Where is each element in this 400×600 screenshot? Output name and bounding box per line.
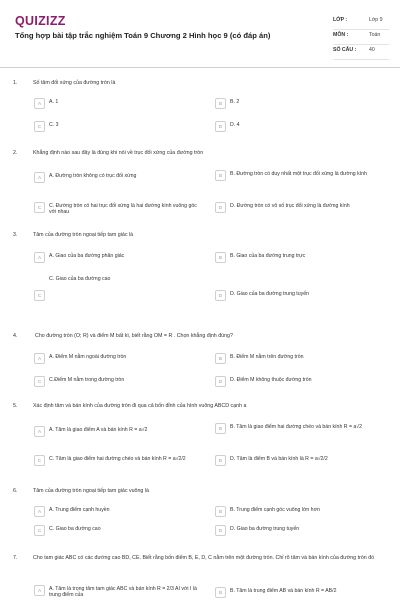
meta-row-question-count [333,45,389,60]
meta-value: 40 [369,47,375,53]
option-text: B. Giao của ba đường trung trực [230,253,306,259]
option-letter: B [215,353,226,364]
question-text: Cho đường tròn (O; R) và điểm M bất kì, biết rằng OM = R . Chọn khẳng định đúng? [35,333,233,339]
option-text: B. Tâm là trung điểm AB và bán kính R = AB/2 [230,588,337,594]
option-letter: C [34,376,45,387]
option-text: D. 4 [230,122,240,128]
option-text: B. Tâm là giao điểm hai đường chéo và bán kính R = a√2 [230,424,363,430]
option-text: A. Tâm là giao điểm A và bán kính R = a√2 [49,427,148,433]
question-number: 6. [13,488,18,494]
document-header [0,0,400,68]
option-text: D. Đường tròn có vô số trục đối xứng là đường kính [230,203,350,209]
option-letter: D [215,376,226,387]
option-text: D. Giao của ba đường trung tuyến [230,291,309,297]
option-text: C. Giao của ba đường cao [49,276,111,282]
meta-label: MÔN : [333,32,349,38]
option-letter: D [215,121,226,132]
option-letter: C [34,121,45,132]
meta-label: SỐ CÂU : [333,47,357,53]
option-letter: A [34,98,45,109]
question-text: Xác định tâm và bán kính của đường tròn đi qua cả bốn đỉnh của hình vuông ABCD cạnh a [33,403,247,409]
option-text: B. Đường tròn có duy nhất một trục đối xứng là đường kính [230,171,367,177]
option-text: B. Điểm M nằm trên đường tròn [230,354,304,360]
option-text: B. Trung điểm cạnh góc vuông lớn hơn [230,507,320,513]
option-text: A. Trung điểm cạnh huyền [49,507,110,513]
option-text: C. Tâm là giao điểm hai đường chéo và bán kính R = a√2/2 [49,456,186,462]
meta-row-grade [333,15,389,30]
option-letter: A [34,426,45,437]
option-text: C. Giao ba đường cao [49,526,101,532]
option-letter: A [34,252,45,263]
option-letter: D [215,202,226,213]
page-title: Tổng hợp bài tập trắc nghiệm Toán 9 Chương 2 Hình học 9 (có đáp án) [15,31,271,40]
question-text: Cho tam giác ABC có các đường cao BD, CE. Biết rằng bốn điểm B, E, D, C nằm trên một đường tròn. Chỉ rõ tâm và bán kính của đường tròn đó [33,555,375,561]
header-divider [0,67,400,68]
question-text: Tâm của đường tròn ngoại tiếp tam giác là [33,232,134,238]
option-text: B. 2 [230,99,240,105]
meta-row-subject [333,30,389,45]
option-letter: A [34,172,45,183]
option-text: A. Điểm M nằm ngoài đường tròn [49,354,127,360]
quizizz-logo: QUIZIZZ [15,14,66,28]
question-text: Tâm của đường tròn ngoại tiếp tam giác vuông là [33,488,149,494]
option-text: A. 1 [49,99,59,105]
option-letter: D [215,455,226,466]
option-text: D. Giao ba đường trung tuyến [230,526,300,532]
option-letter: C [34,455,45,466]
option-text: A. Giao của ba đường phân giác [49,253,125,259]
option-text: A. Tâm là trọng tâm tam giác ABC và bán kính R = 2/3 AI với I là trung điểm của [49,586,197,599]
option-letter: B [215,587,226,598]
question-number: 7. [13,555,18,561]
option-text: C. 3 [49,122,59,128]
meta-value: Toán [369,32,381,38]
question-text: Khẳng định nào sau đây là đúng khi nói về trục đối xứng của đường tròn [33,150,204,156]
question-number: 4. [13,333,18,339]
option-text: C.Điểm M nằm trong đường tròn [49,377,125,383]
meta-label: LỚP : [333,17,348,23]
option-letter: B [215,170,226,181]
option-letter: C [34,290,45,301]
option-text: A. Đường tròn không có trục đối xứng [49,173,137,179]
meta-value: Lớp 9 [369,17,383,23]
option-letter: D [215,290,226,301]
question-text: Số tâm đối xứng của đường tròn là [33,80,116,86]
option-letter: B [215,506,226,517]
question-number: 5. [13,403,18,409]
option-text: D. Điểm M không thuộc đường tròn [230,377,312,383]
meta-table [333,15,389,60]
option-text: C. Đường tròn có hai trục đối xứng là hai đường kính vuông góc với nhau [49,203,197,216]
option-letter: A [34,585,45,596]
option-letter: A [34,353,45,364]
question-number: 1. [13,80,18,86]
option-letter: B [215,252,226,263]
question-number: 3. [13,232,18,238]
option-letter: A [34,506,45,517]
option-text: D. Tâm là điểm B và bán kính là R = a√2/2 [230,456,328,462]
option-letter: C [34,525,45,536]
question-number: 2. [13,150,18,156]
option-letter: D [215,525,226,536]
option-letter: B [215,98,226,109]
option-letter: C [34,202,45,213]
option-letter: B [215,423,226,434]
